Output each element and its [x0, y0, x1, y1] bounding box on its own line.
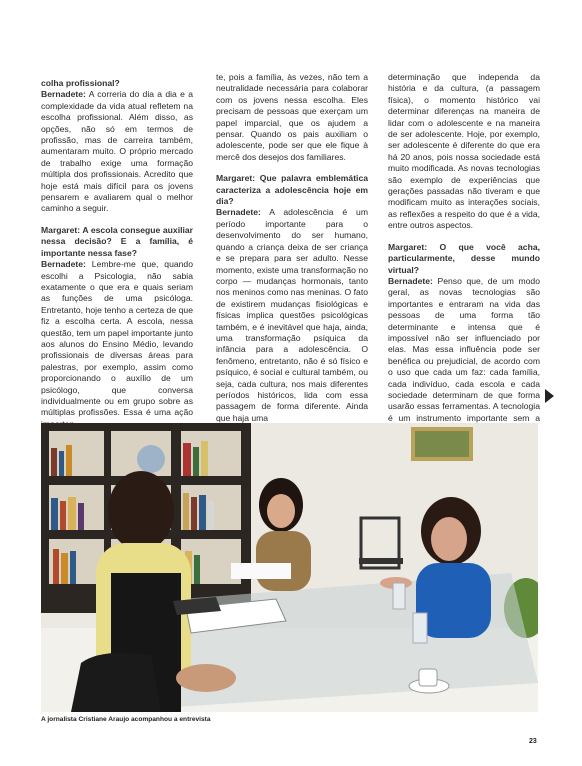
- continued-paragraph: te, pois a família, às vezes, não tem a neutralidade necessária para colaborar com os jovens nessa escolha. Eles precisam de pessoas que exerçam um papel imparcial, que os ajudem a pensar. Quando os pais auxiliam o adolescente, pode ser que ele fique à mercê dos desejos dos familiares.: [216, 72, 368, 162]
- answer-paragraph: [41, 259, 193, 430]
- text-column-2: [216, 72, 368, 424]
- answer-paragraph: [41, 89, 193, 214]
- answer-text: Penso que, de um modo geral, as novas tecnologias são importantes e entraram na vida das pessoas de uma forma tão determinante e intensa que é impossível não ser influenciado por elas. Mas essa influência pode ser benéfica ou prejudicial, de acordo com o uso que cada um faz: cada família, cada indivíduo, cada escola e cada sociedade determinam de que forma usarão essas ferramentas. A tecnologia é um instrumento importante sem a: [388, 275, 540, 423]
- answer-paragraph: [388, 276, 540, 436]
- speaker-label: Bernadete:: [41, 259, 86, 270]
- answer-text: A adolescência é um período importante para o desenvolvimento do ser humano, quando a criança deixa de ser criança e se prepara para ser adulto. Nesse momento, existe uma transformação no corpo — mudanças hormonais, tanto nos meninos como nas meninas. O fato de existirem mudanças fisiológicas e físicas implica questões psicológicas também, e é inevitável que haja, ainda, uma transformação psíquica da infância para a adolescência. O fenômeno, entretanto, não é só físico e psíquico, é social e cultural também, ou seja, cada cultura, nos mais diferentes períodos históricos, lida com essa passagem de forma diferente. Ainda que haja uma: [216, 207, 368, 423]
- speaker-label: Bernadete:: [216, 207, 261, 218]
- question-heading: Margaret: A escola consegue auxiliar nessa decisão? E a família, é importante nessa fase?: [41, 224, 193, 258]
- continued-paragraph: determinação que independa da história e da cultura, (a passagem física), o momento histórico vai determinar diferenças na maneira de lidar com o adolescente e na maneira de ser adolescente. Hoje, por exemplo, ser adolescente é diferente do que era há 20 anos, pois nossa sociedade está muito modificada. As novas tecnologias são exemplo de experiências que gerações passadas não tiveram e que modificam muito as interações sociais, as reflexões a respeito do que é a vida, entre outros aspectos.: [388, 72, 540, 231]
- text-column-1: [41, 78, 193, 430]
- speaker-label: Bernadete:: [388, 275, 433, 286]
- text-column-3: [388, 72, 540, 436]
- answer-text: A correria do dia a dia e a complexidade da vida atual refletem na escolha profissional. Além disso, as opções, não só em termos de profissão, mas de carreira também, aumentaram muito. O próprio mercado de trabalho exige uma formação múltipla dos profissionais. Acredito que hoje está mais difícil para os jovens pensarem e avaliarem qual o melhor caminho a seguir.: [41, 89, 193, 214]
- speaker-label: Bernadete:: [41, 89, 86, 100]
- answer-text: Lembre-me que, quando escolhi a Psicologia, não sabia exatamente o que era e quais seriam as funções de uma psicóloga. Entretanto, hoje tenho a certeza de que fiz a escolha certa. A escola, nessa questão, tem um papel importante junto aos alunos do Ensino Médio, levando profissionais de diversas áreas para palestras, por exemplo, assim como proporcionando o auxílio de um psicólogo, que conversa individualmente ou em grupo sobre as múltiplas profissões. Essa é uma ação: [41, 259, 193, 418]
- page-number: 23: [529, 738, 537, 745]
- continue-arrow-icon: [545, 389, 554, 403]
- answer-paragraph: [216, 207, 368, 424]
- column-lead: colha profissional?: [41, 78, 120, 88]
- interview-photo: [41, 423, 538, 712]
- question-heading: Margaret: O que você acha, particularmente, desse mundo virtual?: [388, 241, 540, 275]
- question-heading: Margaret: Que palavra emblemática caracteriza a adolescência hoje em dia?: [216, 173, 368, 207]
- photo-caption: A jornalista Cristiane Araujo acompanhou a entrevista: [41, 716, 211, 723]
